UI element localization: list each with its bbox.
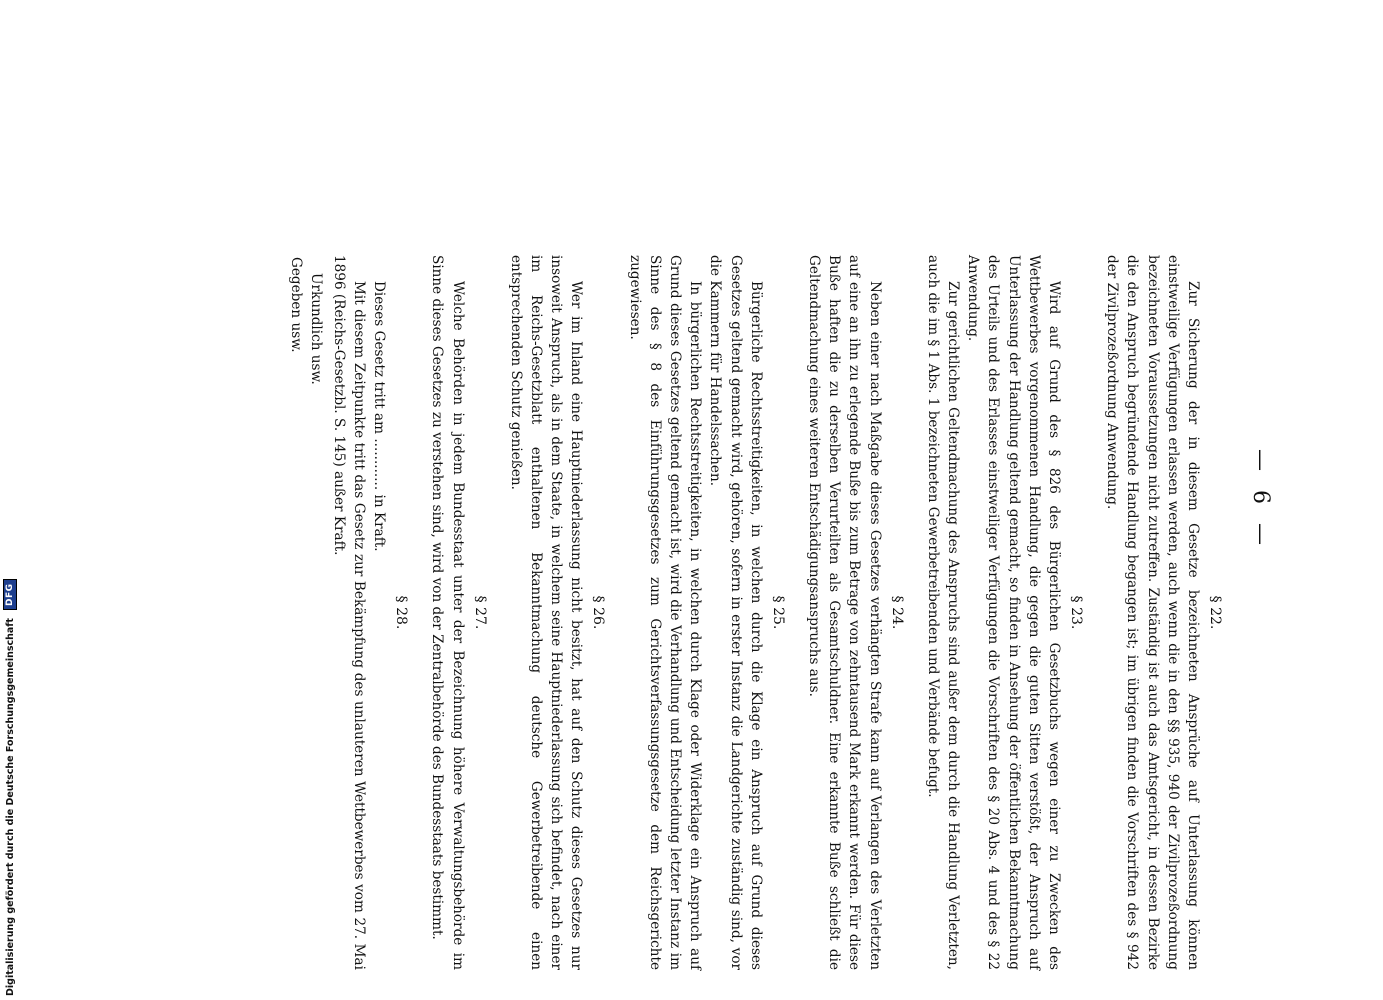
section-heading: § 22. — [1207, 595, 1223, 630]
closing-formula — [286, 255, 326, 970]
section — [329, 255, 412, 970]
closing-line-given: Gegeben usw. — [288, 257, 305, 353]
footer-bar — [0, 0, 20, 1000]
section-paragraph: Zur Sicherung der in diesem Gesetze bezeichneten Ansprüche auf Unterlassung können einstweilige Verfügungen erlassen werden, auch wenn die in den §§ 935, 940 der Zivilprozeßordnung bezeichneten Voraussetzungen nicht zutreffen. Zuständig ist auch das Amtsgericht, in dessen Bezirke die den Anspruch begründende Handlung begangen ist; im übrigen finden die Vorschriften des § 942 der Zivilprozeßordnung Anwendung. — [1104, 255, 1201, 970]
section-paragraph: Mit diesem Zeitpunkte tritt das Gesetz zur Bekämpfung des unlauteren Wettbewerbes vom 27. Mai 1896 (Reichs-Gesetzbl. S. 145) außer Kraft. — [330, 255, 367, 970]
section-paragraph: Neben einer nach Maßgabe dieses Gesetzes verhängten Strafe kann auf Verlangen des Verletzten auf eine an ihn zu erlegende Buße bis zum Betrage von zehntausend Mark erkannt werden. Für diese Buße haften die zu derselben Verurteilten als Gesamtschuldner. Eine erkannte Buße schließt die Geltendmachung eines weiteren Entschädigungsanspruchs aus. — [805, 255, 883, 970]
sections-container — [329, 255, 1226, 970]
section — [1102, 255, 1225, 970]
section-heading: § 28. — [393, 595, 410, 630]
section-heading: § 24. — [888, 595, 905, 630]
closing-line-certified: Urkundlich usw. — [308, 273, 325, 385]
section-paragraph: In bürgerlichen Rechtsstreitigkeiten, in welchen durch Klage oder Widerklage ein Anspruch auf Grund dieses Gesetzes geltend gemacht ist, wird die Verhandlung und Entscheidung letzter Instanz im Sinne des § 8 des Einführungsgesetzes zum Gerichtsverfassungsgesetze dem Reichsgerichte zugewiesen. — [626, 255, 704, 970]
funding-note: Digitalisierung gefördert durch die Deutsche Forschungsgemeinschaft — [4, 618, 16, 996]
section — [506, 255, 609, 970]
page-number: — 6 — — [1248, 449, 1273, 551]
section — [624, 255, 787, 970]
section — [427, 255, 489, 970]
section-paragraph: Wer im Inland eine Hauptniederlassung nicht besitzt, hat auf den Schutz dieses Gesetzes nur insoweit Anspruch, als in dem Staate, in welchem seine Hauptniederlassung sich befindet, nach einer im Reichs-Gesetzblatt enthaltenen Bekanntmachung deutsche Gewerbetreibende einen entsprechenden Schutz genießen. — [507, 255, 585, 970]
section-paragraph: Dieses Gesetz tritt am ............ in Kraft. — [371, 281, 388, 552]
section-heading: § 25. — [769, 595, 786, 630]
section-paragraph: Wird auf Grund des § 826 des Bürgerlichen Gesetzbuchs wegen einer zu Zwecken des Wettbewerbes vorgenommenen Handlung, die gegen die guten Sitten verstößt, der Anspruch auf Unterlassung der Handlung geltend gemacht, so finden in Ansehung der öffentlichen Bekanntmachung des Urteils und des Erlasses einstweiliger Verfügungen die Vorschriften des § 20 Abs. 4 und des § 22 Anwendung. — [965, 255, 1062, 970]
document-body — [286, 255, 1225, 970]
section-paragraph: Zur gerichtlichen Geltendmachung des Anspruchs sind außer dem durch die Handlung Verletzten, auch die im § 1 Abs. 1 bezeichneten Gewerbetreibenden und Verbände befugt. — [924, 255, 961, 970]
section-paragraph: Bürgerliche Rechtsstreitigkeiten, in welchen durch die Klage ein Anspruch auf Grund dieses Gesetzes geltend gemacht wird, gehören, sofern in erster Instanz die Landgerichte zuständig sind, vor die Kammern für Handelssachen. — [707, 255, 764, 970]
section-heading: § 26. — [590, 595, 607, 630]
dfg-logo: DFG — [3, 580, 17, 611]
section-heading: § 23. — [1067, 595, 1084, 630]
section — [804, 255, 907, 970]
section — [923, 255, 1086, 970]
section-heading: § 27. — [471, 595, 488, 630]
section-paragraph: Welche Behörden in jedem Bundesstaat unter der Bezeichnung höhere Verwaltungsbehörde im Sinne dieses Gesetzes zu verstehen sind, wird von der Zentralbehörde des Bundesstaats bestimmt. — [429, 255, 466, 970]
